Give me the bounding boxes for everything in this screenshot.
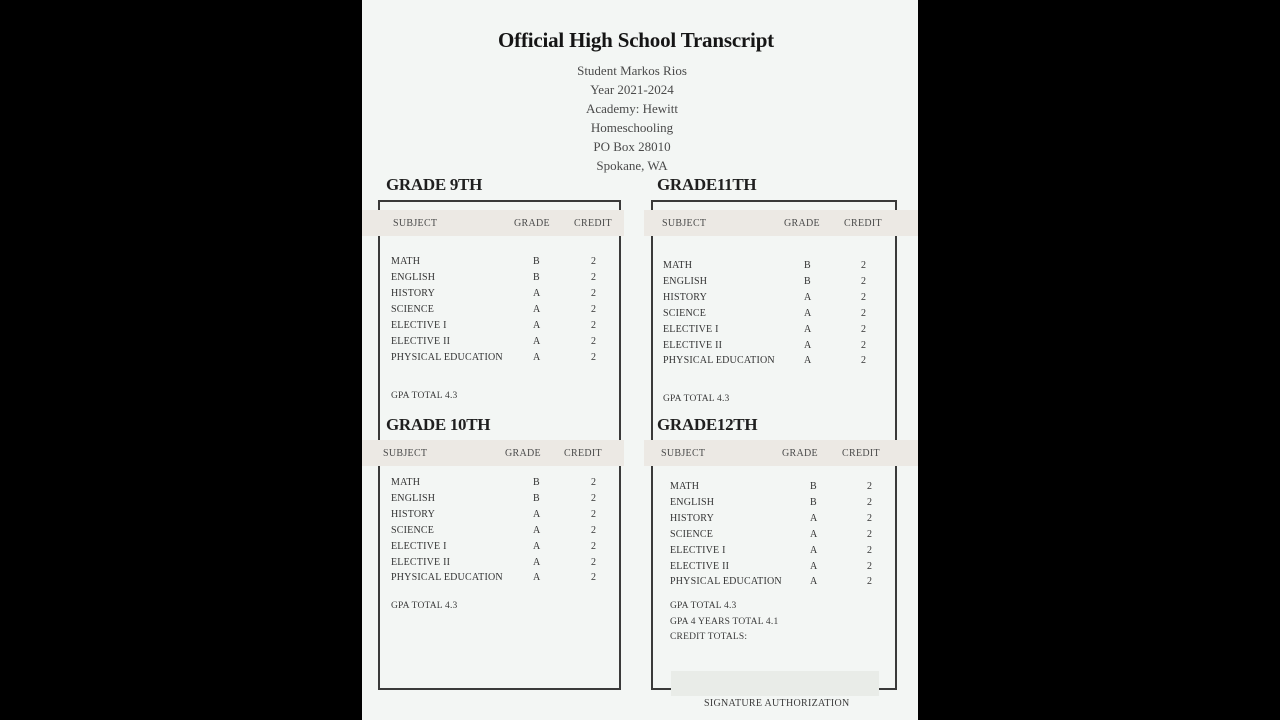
program-type: Homeschooling [590,120,674,135]
four-year-gpa-total: GPA 4 YEARS TOTAL 4.1 [670,617,779,627]
table-row: HISTORY A 2 [391,509,597,520]
signature-label: SIGNATURE AUTHORIZATION [704,698,850,709]
table-row: ENGLISH B 2 [670,497,873,508]
grade-header: GRADE [784,218,820,229]
subject-header: SUBJECT [662,218,707,229]
credit-totals: CREDIT TOTALS: [670,632,748,642]
grade-10-column-headers [362,440,624,466]
signature-field[interactable] [671,671,879,696]
grade-12-heading: GRADE12TH [657,415,758,434]
table-row: PHYSICAL EDUCATION A 2 [663,355,867,366]
table-row: HISTORY A 2 [670,513,873,524]
table-row: ELECTIVE I A 2 [670,545,873,556]
subject-header: SUBJECT [393,218,438,229]
table-row: SCIENCE A 2 [670,529,873,540]
table-row: HISTORY A 2 [391,288,597,299]
credit-header: CREDIT [842,448,880,459]
grade-9-heading: GRADE 9TH [386,175,483,194]
grade-12-column-headers [644,440,918,466]
grade-9-gpa-total: GPA TOTAL 4.3 [391,391,458,401]
grade-12-gpa-total: GPA TOTAL 4.3 [670,601,737,611]
table-row: PHYSICAL EDUCATION A 2 [391,352,597,363]
grade-header: GRADE [782,448,818,459]
po-box: PO Box 28010 [593,139,671,154]
table-row: SCIENCE A 2 [391,525,597,536]
grade-header: GRADE [514,218,550,229]
grade-10-heading: GRADE 10TH [386,415,491,434]
table-row: SCIENCE A 2 [391,304,597,315]
grade-header: GRADE [505,448,541,459]
document-title: Official High School Transcript [498,28,774,52]
table-row: ELECTIVE II A 2 [670,561,873,572]
grade-11-column-headers [644,210,918,236]
student-name: Student Markos Rios [577,63,687,78]
city-state: Spokane, WA [596,158,668,173]
grade-11-gpa-total: GPA TOTAL 4.3 [663,394,730,404]
table-row: HISTORY A 2 [663,292,867,303]
school-years: Year 2021-2024 [590,82,674,97]
table-row: MATH B 2 [670,481,873,492]
table-row: ELECTIVE II A 2 [663,340,867,351]
subject-header: SUBJECT [661,448,706,459]
table-row: ELECTIVE I A 2 [391,320,597,331]
grade-9-column-headers [362,210,624,236]
table-row: ELECTIVE II A 2 [391,557,597,568]
credit-header: CREDIT [844,218,882,229]
table-row: MATH B 2 [663,260,867,271]
grade-11-heading: GRADE11TH [657,175,757,194]
table-row: ELECTIVE II A 2 [391,336,597,347]
table-row: PHYSICAL EDUCATION A 2 [670,576,873,587]
table-row: MATH B 2 [391,477,597,488]
table-row: MATH B 2 [391,256,597,267]
table-row: ELECTIVE I A 2 [391,541,597,552]
credit-header: CREDIT [574,218,612,229]
credit-header: CREDIT [564,448,602,459]
subject-header: SUBJECT [383,448,428,459]
table-row: SCIENCE A 2 [663,308,867,319]
transcript-page [362,0,918,720]
table-row: ELECTIVE I A 2 [663,324,867,335]
grade-10-gpa-total: GPA TOTAL 4.3 [391,601,458,611]
table-row: ENGLISH B 2 [391,493,597,504]
table-row: PHYSICAL EDUCATION A 2 [391,572,597,583]
table-row: ENGLISH B 2 [663,276,867,287]
table-row: ENGLISH B 2 [391,272,597,283]
academy-name: Academy: Hewitt [585,101,679,116]
